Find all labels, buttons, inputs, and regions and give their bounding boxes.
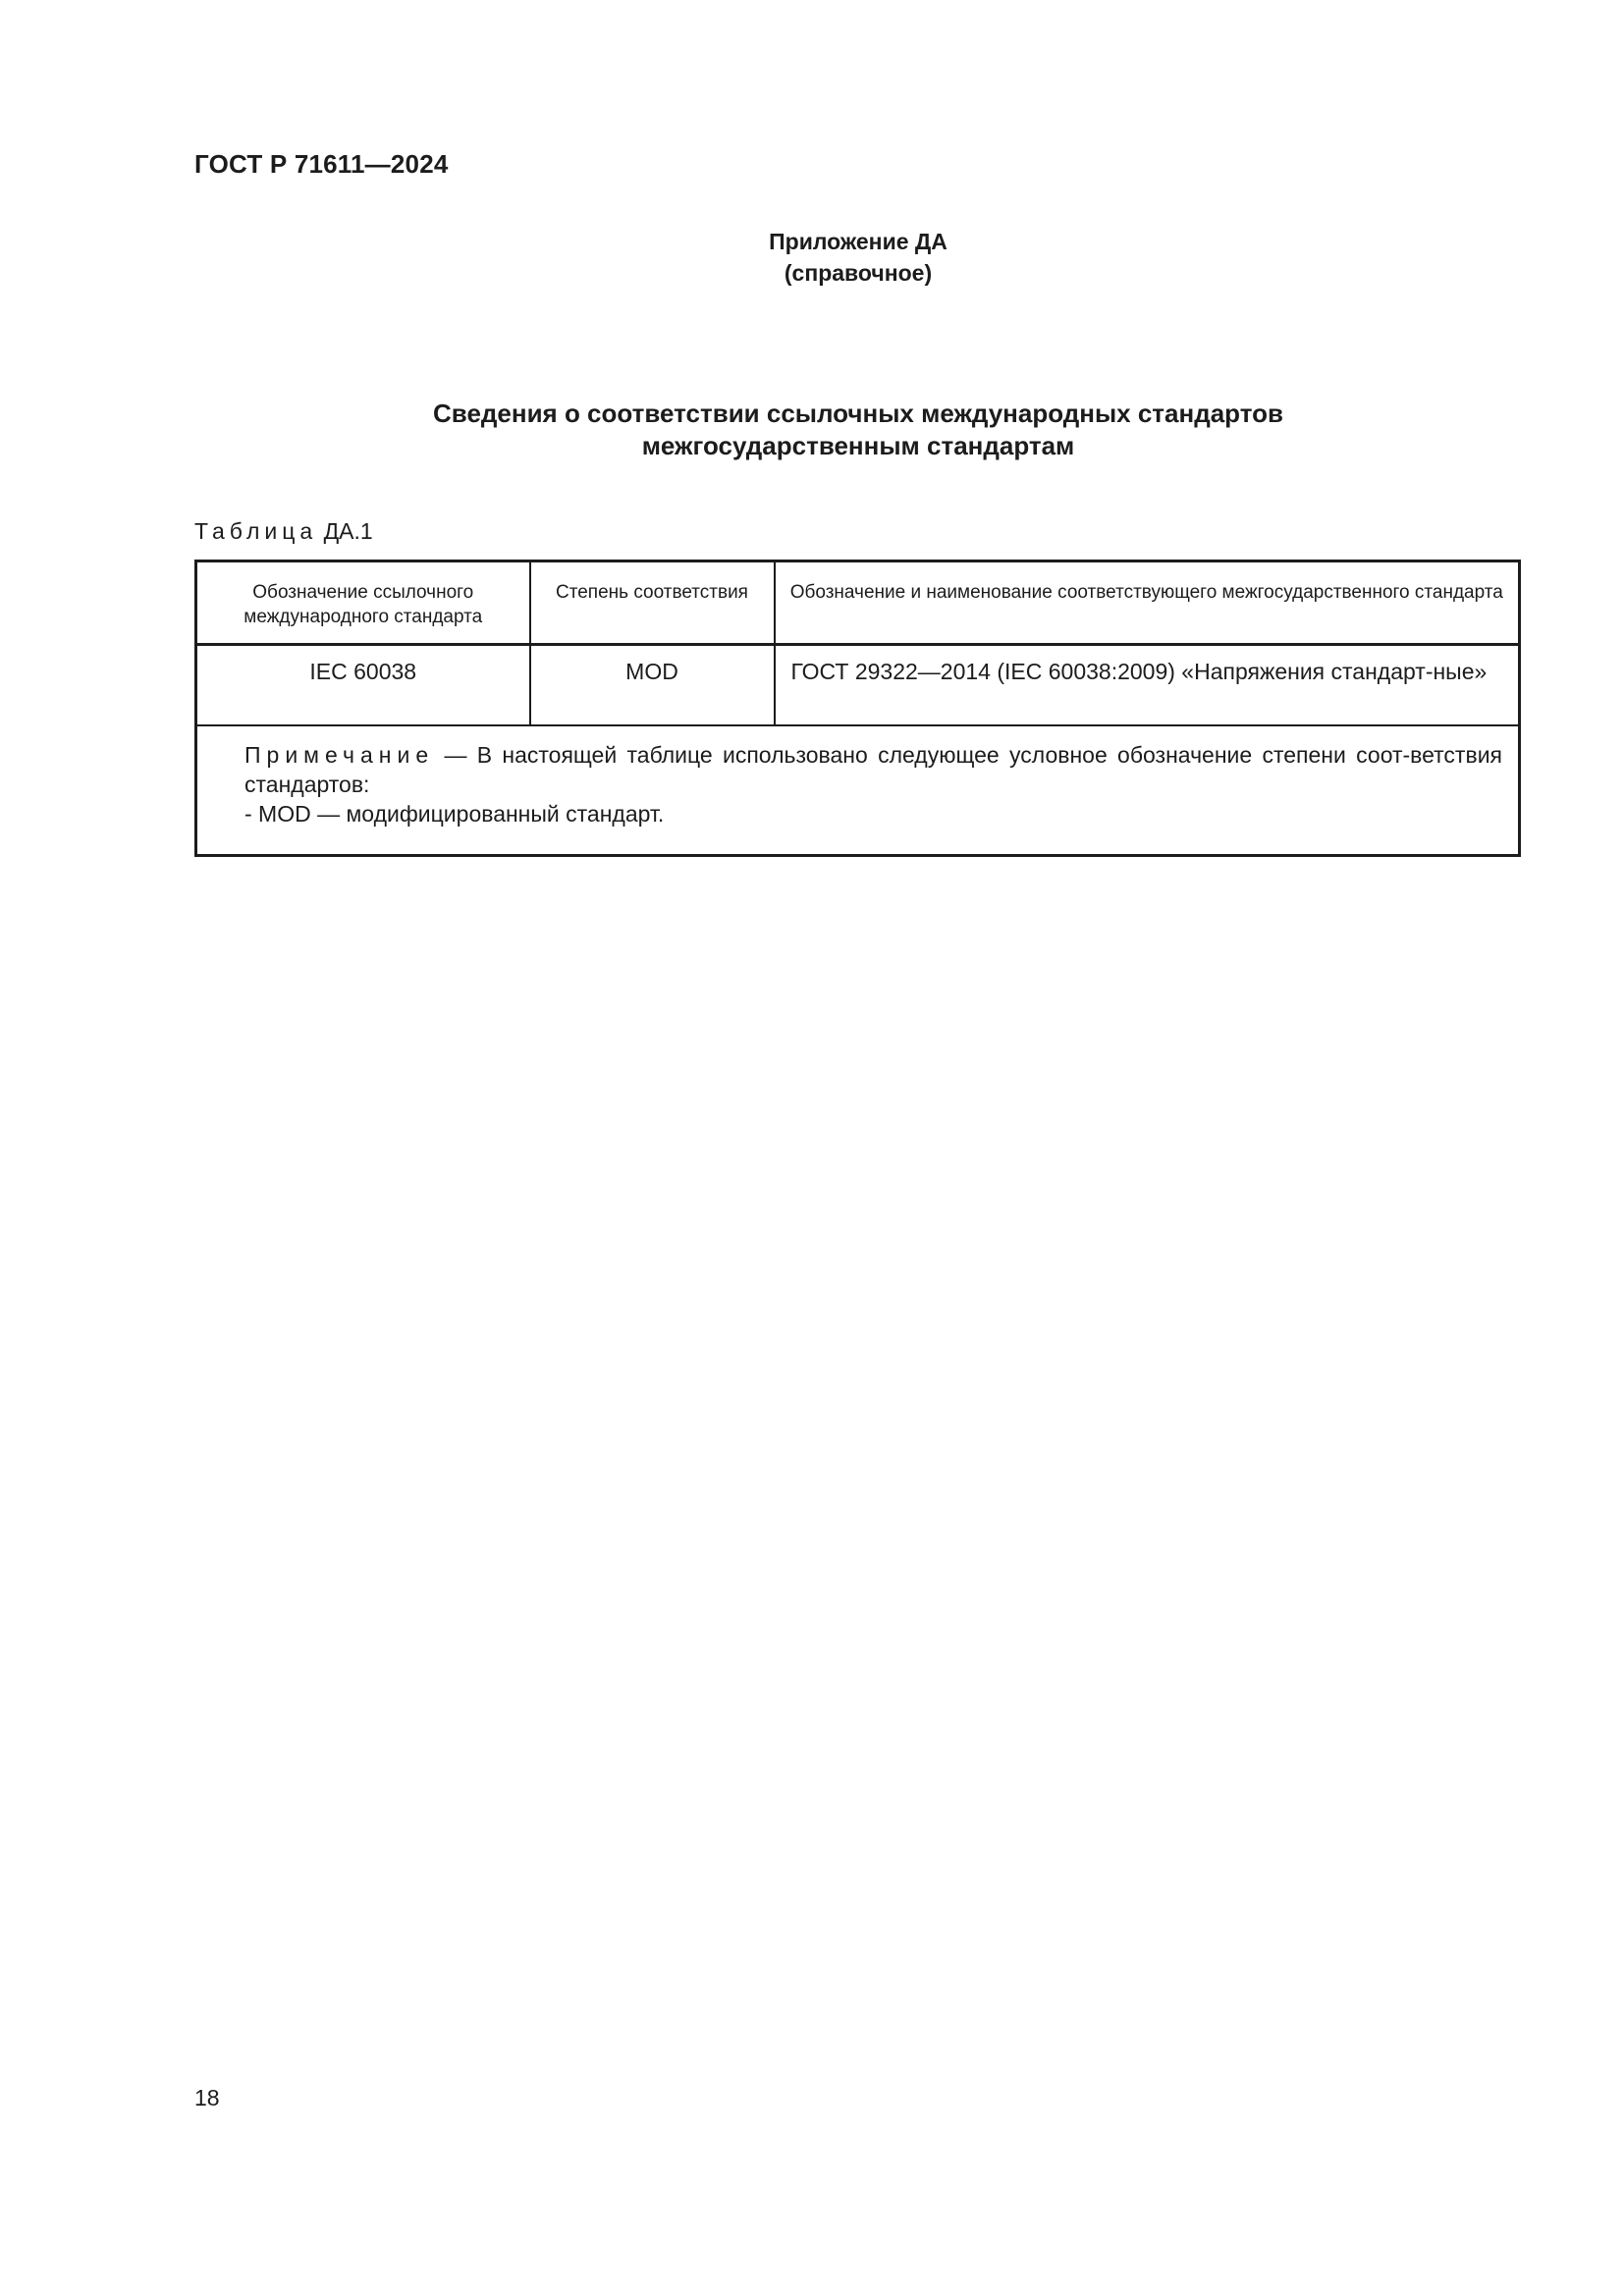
section-title-line1: Сведения о соответствии ссылочных международных стандартов [433, 399, 1283, 428]
table-caption-word: Таблица [194, 518, 318, 544]
cell-degree: MOD [530, 645, 775, 725]
note-label: Примечание [244, 741, 435, 768]
column-header-degree: Степень соответствия [530, 561, 775, 645]
note-item: - MOD — модифицированный стандарт. [244, 800, 665, 827]
table-header-row [196, 561, 1520, 645]
column-header-intl-standard: Обозначение ссылочного международного стандарта [196, 561, 530, 645]
table-note [196, 725, 1520, 856]
table-row [196, 645, 1520, 725]
table-note-row [196, 725, 1520, 856]
document-code: ГОСТ Р 71611—2024 [194, 149, 449, 179]
page-number: 18 [194, 2085, 220, 2110]
annex-status: (справочное) [784, 260, 933, 286]
column-header-national-standard: Обозначение и наименование соответствующего межгосударственного стандарта [775, 561, 1520, 645]
cell-intl-standard: IEC 60038 [196, 645, 530, 725]
cell-national-standard: ГОСТ 29322—2014 (IEC 60038:2009) «Напряжения стандарт-ные» [775, 645, 1520, 725]
annex-title: Приложение ДА [769, 229, 947, 254]
correspondence-table [194, 560, 1521, 857]
table-caption [194, 518, 373, 545]
section-title-line2: межгосударственным стандартам [641, 431, 1075, 460]
table-caption-number: ДА.1 [323, 518, 373, 544]
note-text: — В настоящей таблице использовано следующее условное обозначение степени соот-ветствия стандартов: [244, 741, 1502, 797]
